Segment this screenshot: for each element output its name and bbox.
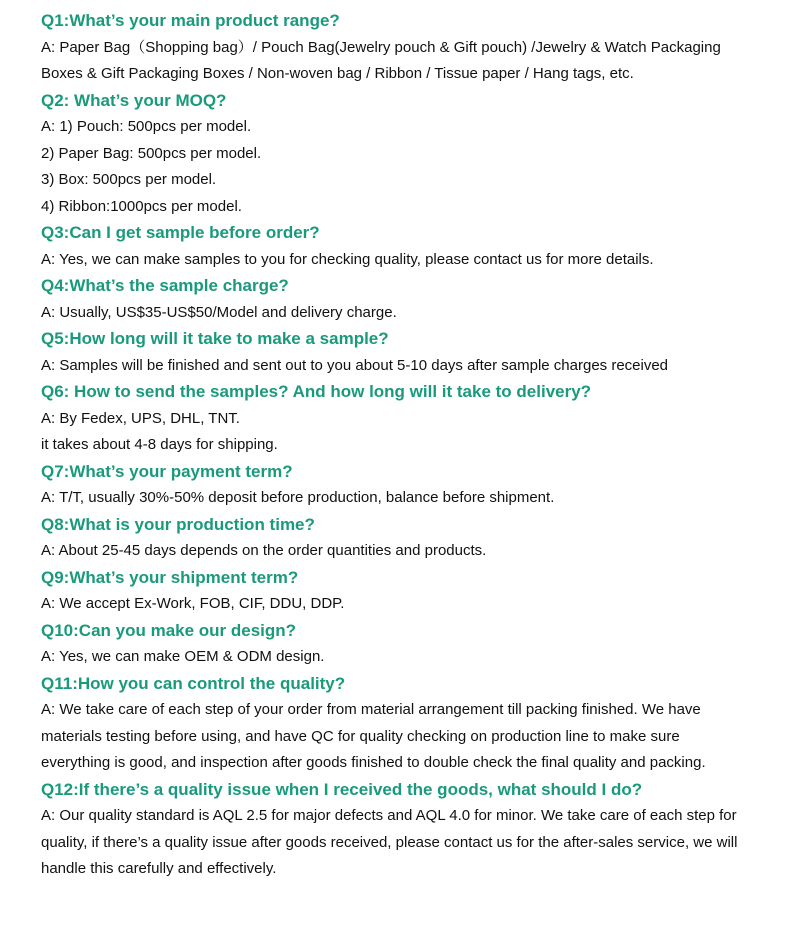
faq-item-6 xyxy=(41,379,751,459)
faq-item-1 xyxy=(41,8,751,88)
faq-question: Q1:What’s your main product range? xyxy=(41,11,340,30)
faq-answer-line: A: 1) Pouch: 500pcs per model. xyxy=(41,118,252,135)
faq-list xyxy=(41,8,751,883)
faq-answer-line: A: Our quality standard is AQL 2.5 for major defects and AQL 4.0 for minor. We take care of each step for quality, if there’s a quality issue after goods received, please contact us for the after-sales service, we will handle this carefully and effectively. xyxy=(41,807,738,877)
faq-answer-line: it takes about 4-8 days for shipping. xyxy=(41,436,278,453)
faq-question: Q7:What’s your payment term? xyxy=(41,461,293,481)
faq-answer-line: 4) Ribbon:1000pcs per model. xyxy=(41,197,242,215)
faq-item-4 xyxy=(41,273,751,326)
faq-answer-line: A: About 25-45 days depends on the order quantities and products. xyxy=(41,542,487,559)
faq-question: Q11:How you can control the quality? xyxy=(41,673,346,693)
faq-answer-line: A: Yes, we can make OEM & ODM design. xyxy=(41,648,325,665)
faq-question: Q12:If there’s a quality issue when I received the goods, what should I do? xyxy=(41,779,643,799)
faq-question: Q3:Can I get sample before order? xyxy=(41,223,320,242)
faq-answer-line: A: By Fedex, UPS, DHL, TNT. xyxy=(41,409,240,427)
faq-answer-line: A: Yes, we can make samples to you for checking quality, please contact us for more details. xyxy=(41,250,654,268)
faq-question: Q10:Can you make our design? xyxy=(41,620,297,640)
faq-question: Q6: How to send the samples? And how long will it take to delivery? xyxy=(41,382,592,401)
faq-item-11 xyxy=(41,671,751,777)
faq-question: Q9:What’s your shipment term? xyxy=(41,567,299,587)
faq-item-7 xyxy=(41,459,751,512)
faq-answer-line: A: Samples will be finished and sent out to you about 5-10 days after sample charges received xyxy=(41,356,669,374)
faq-answer-line: A: We accept Ex-Work, FOB, CIF, DDU, DDP. xyxy=(41,595,345,612)
faq-question: Q8:What is your production time? xyxy=(41,514,315,534)
faq-answer-line: 3) Box: 500pcs per model. xyxy=(41,171,217,188)
faq-question: Q5:How long will it take to make a sample? xyxy=(41,329,389,348)
faq-answer-line: A: Paper Bag（Shopping bag）/ Pouch Bag(Jewelry pouch & Gift pouch) /Jewelry & Watch Packaging Boxes & Gift Packaging Boxes / Non-woven bag / Ribbon / Tissue paper / Hang tags, etc. xyxy=(41,38,721,82)
faq-question: Q4:What’s the sample charge? xyxy=(41,276,289,295)
faq-item-10 xyxy=(41,618,751,671)
faq-answer-line: A: Usually, US$35-US$50/Model and delivery charge. xyxy=(41,303,397,321)
faq-item-3 xyxy=(41,220,751,273)
faq-item-2 xyxy=(41,88,751,221)
faq-item-12 xyxy=(41,777,751,883)
faq-question: Q2: What’s your MOQ? xyxy=(41,90,227,110)
faq-item-8 xyxy=(41,512,751,565)
faq-item-5 xyxy=(41,326,751,379)
faq-answer-line: 2) Paper Bag: 500pcs per model. xyxy=(41,144,262,162)
faq-answer-line: A: T/T, usually 30%-50% deposit before production, balance before shipment. xyxy=(41,489,555,506)
faq-item-9 xyxy=(41,565,751,618)
faq-answer-line: A: We take care of each step of your order from material arrangement till packing finished. We have materials testing before using, and have QC for quality checking on production line to make sure everything is good, and inspection after goods finished to double check the final quality and packing. xyxy=(41,701,706,771)
